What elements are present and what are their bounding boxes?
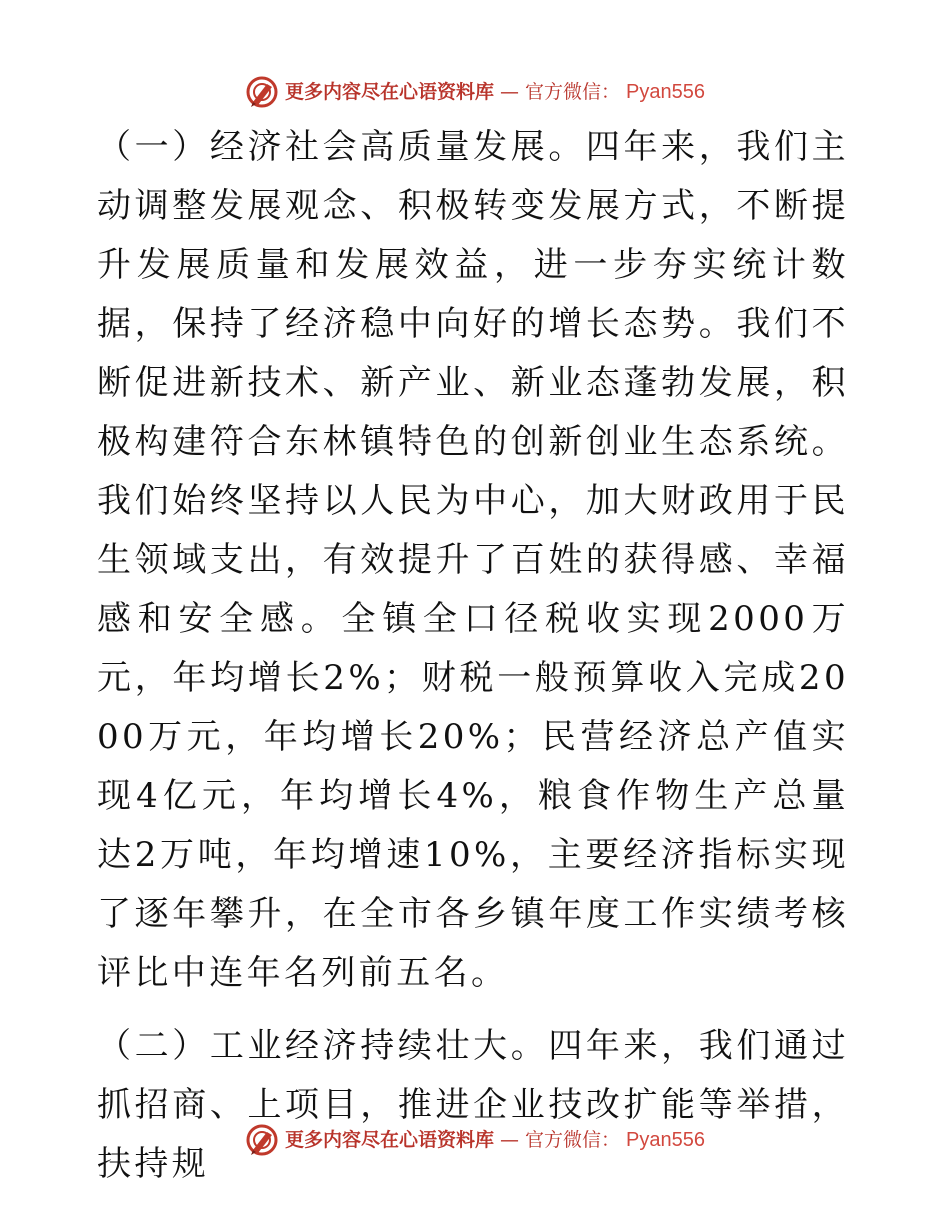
paragraph-economy: （一）经济社会高质量发展。四年来，我们主动调整发展观念、积极转变发展方式，不断提升发展质量和发展效益，进一步夯实统计数据，保持了经济稳中向好的增长态势。我们不断促进新技术、新产业、新业态蓬勃发展，积极构建符合东林镇特色的创新创业生态系统。我们始终坚持以人民为中心，加大财政用于民生领域支出，有效提升了百姓的获得感、幸福感和安全感。全镇全口径税收实现2000万元，年均增长2%；财税一般预算收入完成2000万元，年均增长20%；民营经济总产值实现4亿元，年均增长4%，粮食作物生产总量达2万吨，年均增速10%，主要经济指标实现了逐年攀升，在全市各乡镇年度工作实绩考核评比中连年名列前五名。 bbox=[97, 127, 849, 993]
banner-main-text: 更多内容尽在心语资料库 bbox=[285, 1128, 495, 1151]
banner-contact-id: Pyan556 bbox=[626, 81, 705, 103]
banner-contact-id: Pyan556 bbox=[626, 1129, 705, 1151]
pen-logo-icon bbox=[245, 75, 279, 109]
pen-logo-icon bbox=[245, 1123, 279, 1157]
header-banner bbox=[0, 72, 950, 112]
paragraph-industry: （二）工业经济持续壮大。四年来，我们通过抓招商、上项目，推进企业技改扩能等举措，扶持规 bbox=[97, 1026, 849, 1184]
banner-dash: — bbox=[500, 1128, 520, 1151]
banner-contact-label: 官方微信： bbox=[525, 80, 621, 103]
document-body bbox=[97, 118, 849, 1194]
banner-contact-label: 官方微信： bbox=[525, 1128, 621, 1151]
banner-main-text: 更多内容尽在心语资料库 bbox=[285, 80, 495, 103]
banner-dash: — bbox=[500, 80, 520, 103]
footer-banner bbox=[0, 1120, 950, 1160]
